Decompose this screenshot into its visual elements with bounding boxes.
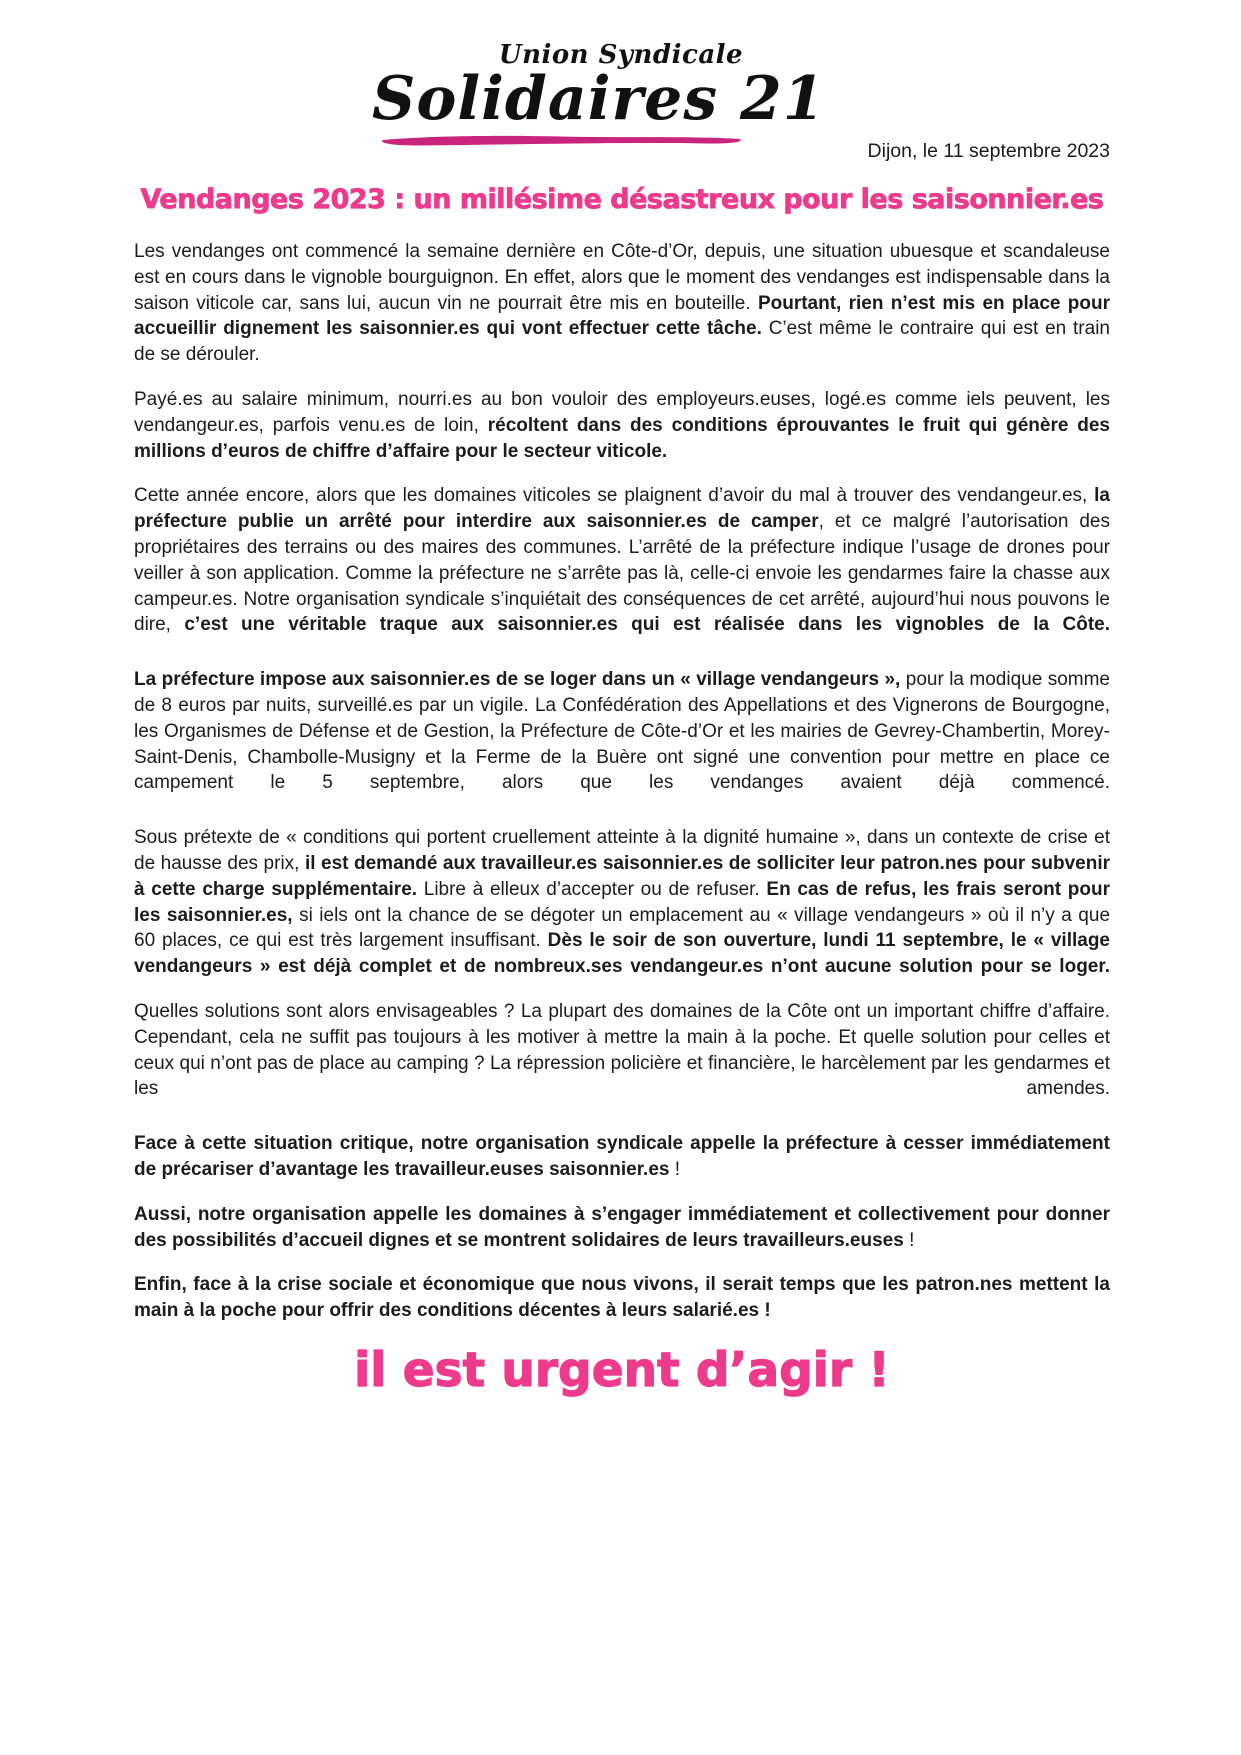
paragraph [134, 999, 1110, 1102]
text-run: Quelles solutions sont alors envisageables ? La plupart des domaines de la Côte ont un important chiffre d’affaire. Cependant, cela ne suffit pas toujours à les motiver à mettre la main à la poche. Et quelle solution pour celles et ceux qui n’ont pas de place au camping ? La répression policière et financière, le harcèlement par les gendarmes et les amendes. [134, 1000, 1110, 1100]
urgent-slogan: il est urgent d’agir ! [354, 1342, 890, 1398]
text-run: pour la modique somme de 8 euros par nuits, surveillé.es par un vigile. La Confédération des Appellations et des Vignerons de Bourgogne, les Organismes de Défense et de Gestion, la Préfecture de Côte-d’Or et les mairies de Gevrey-Chambertin, Morey-Saint-Denis, Chambolle-Musigny et la Ferme de la Buère ont signé une convention pour mettre en place ce campement le 5 septembre, alors que les vendanges avaient déjà commencé. [134, 669, 1110, 794]
document-header [134, 0, 1110, 176]
paragraph [134, 483, 1110, 638]
logo-solidaires-21-text: Solidaires 21 [372, 64, 826, 134]
text-run: si iels ont la chance de se dégoter un emplacement au « village vendangeurs » où il n’y a que 60 places, ce qui est très largement insuffisant. [134, 904, 1111, 952]
text-run: Sous prétexte de « conditions qui portent cruellement atteinte à la dignité humaine », dans un contexte de crise et de hausse des prix, [134, 827, 1110, 874]
bold-text-run: Aussi, notre organisation appelle les domaines à s’engager immédiatement et collectivement pour donner des possibilités d’accueil dignes et se montrent solidaires de leurs travailleurs.euses [134, 1203, 1110, 1251]
text-run: Les vendanges ont commencé la semaine dernière en Côte-d’Or, depuis, une situation ubuesque et scandaleuse est en cours dans le vignoble bourguignon. En effet, alors que le moment des vendanges est indispensable dans la saison viticole car, sans lui, aucun vin ne pourrait être mis en bouteille. [134, 241, 1110, 314]
bold-text-run: la préfecture publie un arrêté pour interdire aux saisonnier.es de camper [134, 485, 1110, 533]
bold-text-run: En cas de refus, les frais seront pour les saisonnier.es, [134, 878, 1111, 926]
bold-text-run: La préfecture impose aux saisonnier.es de se loger dans un « village vendangeurs », [134, 669, 901, 691]
pink-brush-underline [375, 132, 747, 148]
logo-union-syndicale-text: Union Syndicale [498, 40, 744, 70]
paragraph [134, 1202, 1110, 1254]
paragraph [134, 825, 1110, 980]
paragraph [134, 1272, 1110, 1324]
paragraph [134, 387, 1110, 464]
page-title: Vendanges 2023 : un millésime désastreux pour les saisonnier.es [140, 184, 1104, 215]
text-run: Libre à elleux d’accepter ou de refuser. [417, 878, 767, 900]
text-run: ! [669, 1158, 681, 1180]
text-run: ! [903, 1229, 915, 1251]
text-run: , et ce malgré l’autorisation des propriétaires des terrains ou des maires des communes. L’arrêté de la préfecture indique l’usage de drones pour veiller à son application. Comme la préfecture ne s’arrête pas là, celle-ci envoie les gendarmes faire la chasse aux campeur.es. Notre organisation syndicale s’inquiétait des conséquences de cet arrêté, aujourd’hui nous pouvons le dire, [134, 511, 1110, 636]
bold-text-run: Dès le soir de son ouverture, lundi 11 septembre, le « village vendangeurs » est déjà complet et de nombreux.ses vendangeur.es n’ont aucune solution pour se loger. [134, 930, 1110, 978]
text-run: Payé.es au salaire minimum, nourri.es au bon vouloir des employeurs.euses, logé.es comme iels peuvent, les vendangeur.es, parfois venu.es de loin, [134, 388, 1110, 436]
solidaires-logo [372, 40, 826, 148]
text-run: Cette année encore, alors que les domaines viticoles se plaignent d’avoir du mal à trouver des vendangeur.es, [134, 485, 1095, 507]
dateline: Dijon, le 11 septembre 2023 [867, 140, 1110, 162]
bold-text-run: Face à cette situation critique, notre organisation syndicale appelle la préfecture à cesser immédiatement de précariser d’avantage les travailleur.euses saisonnier.es [134, 1133, 1110, 1180]
bold-text-run: récoltent dans des conditions éprouvantes le fruit qui génère des millions d’euros de chiffre d’affaire pour le secteur viticole. [134, 414, 1110, 462]
bold-text-run: il est demandé aux travailleur.es saisonnier.es de solliciter leur patron.nes pour subvenir à cette charge supplémentaire. [134, 852, 1110, 900]
paragraph [134, 1131, 1110, 1183]
bold-text-run: Enfin, face à la crise sociale et économique que nous vivons, il serait temps que les patron.nes mettent la main à la poche pour offrir des conditions décentes à leurs salarié.es ! [134, 1274, 1110, 1322]
text-run: C’est même le contraire qui est en train de se dérouler. [134, 318, 1110, 366]
bold-text-run: c’est une véritable traque aux saisonnier.es qui est réalisée dans les vignobles de la Côte. [184, 614, 1110, 636]
paragraph [134, 667, 1110, 796]
bold-text-run: Pourtant, rien n’est mis en place pour accueillir dignement les saisonnier.es qui vont effectuer cette tâche. [134, 292, 1110, 340]
paragraph [134, 239, 1110, 368]
body-paragraphs [134, 239, 1110, 1324]
